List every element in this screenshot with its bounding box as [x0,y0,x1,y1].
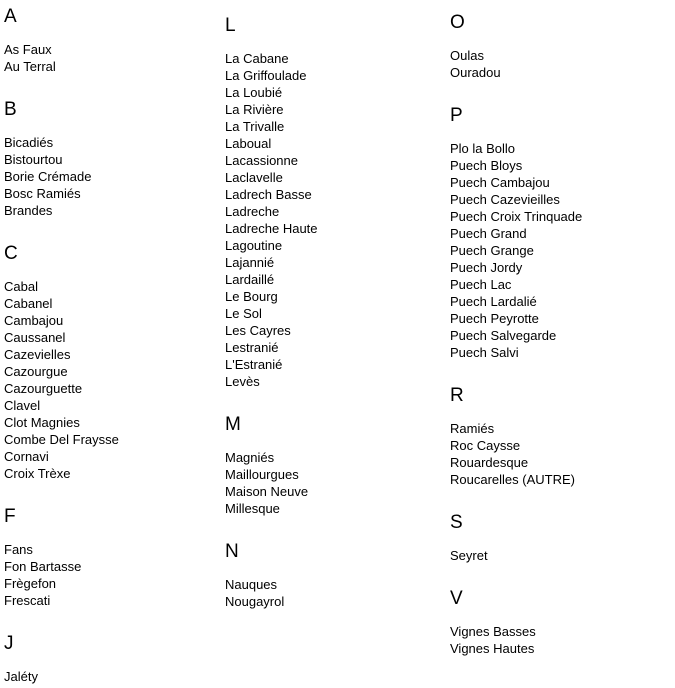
section-header-l: L [225,15,236,36]
index-entry[interactable]: Les Cayres [225,323,291,338]
section-header-r: R [450,385,464,406]
index-entry[interactable]: Puech Bloys [450,158,523,173]
index-column-middle [225,0,318,610]
index-entry[interactable]: Croix Trèxe [4,466,71,481]
index-entry[interactable]: Rouardesque [450,455,529,470]
entry-list [450,47,582,81]
entry-list [450,623,582,657]
index-section-o [450,11,582,81]
index-entry[interactable]: Maison Neuve [225,484,309,499]
index-entry[interactable]: Au Terral [4,59,56,74]
index-entry[interactable]: La Loubié [225,85,283,100]
index-entry[interactable]: Puech Lardalié [450,294,537,309]
index-section-b [4,98,119,219]
index-entry[interactable]: Laclavelle [225,170,283,185]
index-entry[interactable]: Brandes [4,203,53,218]
index-entry[interactable]: La Rivière [225,102,284,117]
section-header-c: C [4,243,18,264]
index-entry[interactable]: Bicadiés [4,135,54,150]
section-header-a: A [4,6,17,27]
index-entry[interactable]: Cazevielles [4,347,71,362]
index-section-m [225,413,318,517]
index-entry[interactable]: Le Bourg [225,289,278,304]
index-entry[interactable]: Combe Del Fraysse [4,432,119,447]
index-entry[interactable]: Oulas [450,48,484,63]
section-header-j: J [4,633,14,654]
index-entry[interactable]: Lardaillé [225,272,275,287]
index-entry[interactable]: Lestranié [225,340,279,355]
index-entry[interactable]: As Faux [4,42,52,57]
index-entry[interactable]: Puech Cazevieilles [450,192,560,207]
index-entry[interactable]: La Cabane [225,51,289,66]
entry-list [450,420,582,488]
entry-list [4,541,119,609]
index-entry[interactable]: Cazourgue [4,364,68,379]
index-entry[interactable]: La Trivalle [225,119,285,134]
entry-list [450,140,582,361]
index-section-a [4,5,119,75]
index-section-v [450,587,582,657]
index-entry[interactable]: Levès [225,374,260,389]
index-entry[interactable]: Cabal [4,279,38,294]
index-entry[interactable]: Ladreche Haute [225,221,318,236]
section-header-b: B [4,99,17,120]
index-entry[interactable]: Lacassionne [225,153,298,168]
index-entry[interactable]: Puech Croix Trinquade [450,209,583,224]
index-section-p [450,104,582,361]
index-entry[interactable]: Ouradou [450,65,501,80]
index-entry[interactable]: Fans [4,542,33,557]
index-entry[interactable]: Ladrech Basse [225,187,312,202]
index-entry[interactable]: Puech Jordy [450,260,523,275]
index-column-left [4,0,119,685]
index-entry[interactable]: Cornavi [4,449,49,464]
section-header-v: V [450,588,463,609]
index-section-j [4,632,119,685]
index-section-l [225,14,318,390]
index-section-f [4,505,119,609]
entry-list [4,668,119,685]
index-entry[interactable]: Jaléty [4,669,38,684]
index-column-right [450,0,582,657]
index-entry[interactable]: Clavel [4,398,41,413]
index-entry[interactable]: Vignes Basses [450,624,536,639]
index-entry[interactable]: Clot Magnies [4,415,80,430]
index-entry[interactable]: Bosc Ramiés [4,186,81,201]
entry-list [225,50,318,390]
section-header-m: M [225,414,241,435]
index-entry[interactable]: Borie Crémade [4,169,92,184]
index-section-c [4,242,119,482]
index-entry[interactable]: Frègefon [4,576,57,591]
index-entry[interactable]: Vignes Hautes [450,641,535,656]
index-entry[interactable]: Puech Grand [450,226,527,241]
index-entry[interactable]: Puech Grange [450,243,534,258]
index-entry[interactable]: La Griffoulade [225,68,307,83]
index-entry[interactable]: Puech Salvegarde [450,328,557,343]
index-entry[interactable]: Puech Salvi [450,345,519,360]
index-entry[interactable]: Caussanel [4,330,66,345]
index-entry[interactable]: Roc Caysse [450,438,521,453]
index-entry[interactable]: Le Sol [225,306,262,321]
index-entry[interactable]: Laboual [225,136,272,151]
index-entry[interactable]: Maillourgues [225,467,299,482]
section-header-s: S [450,512,463,533]
entry-list [450,547,582,564]
index-entry[interactable]: Nauques [225,577,278,592]
index-entry[interactable]: Puech Lac [450,277,512,292]
entry-list [225,449,318,517]
index-entry[interactable]: Cabanel [4,296,53,311]
index-entry[interactable]: Roucarelles (AUTRE) [450,472,575,487]
index-entry[interactable]: L'Estranié [225,357,283,372]
section-header-p: P [450,105,463,126]
index-entry[interactable]: Fon Bartasse [4,559,82,574]
index-entry[interactable]: Lajannié [225,255,275,270]
index-entry[interactable]: Bistourtou [4,152,63,167]
index-section-r [450,384,582,488]
index-entry[interactable]: Ladreche [225,204,280,219]
index-section-n [225,540,318,610]
index-entry[interactable]: Cazourguette [4,381,83,396]
index-entry[interactable]: Plo la Bollo [450,141,516,156]
index-entry[interactable]: Lagoutine [225,238,283,253]
section-header-o: O [450,12,465,33]
entry-list [225,576,318,610]
entry-list [4,278,119,482]
index-entry[interactable]: Nougayrol [225,594,285,609]
section-header-f: F [4,506,16,527]
index-entry[interactable]: Cambajou [4,313,64,328]
index-section-s [450,511,582,564]
index-entry[interactable]: Seyret [450,548,488,563]
index-entry[interactable]: Puech Peyrotte [450,311,539,326]
section-header-n: N [225,541,239,562]
entry-list [4,41,119,75]
index-entry[interactable]: Puech Cambajou [450,175,550,190]
index-entry[interactable]: Ramiés [450,421,495,436]
index-entry[interactable]: Millesque [225,501,280,516]
index-entry[interactable]: Magniés [225,450,275,465]
entry-list [4,134,119,219]
index-entry[interactable]: Frescati [4,593,51,608]
